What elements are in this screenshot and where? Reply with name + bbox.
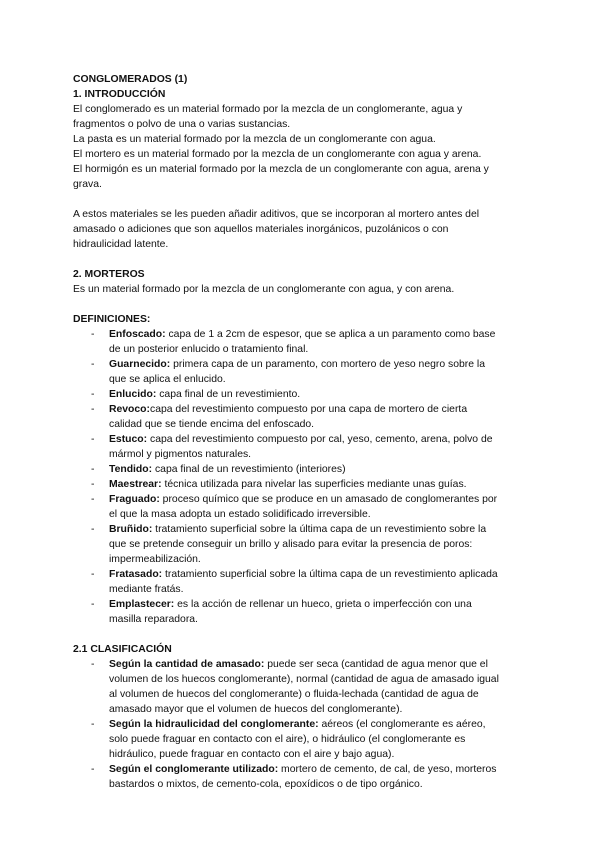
text-line: fragmentos o polvo de una o varias sustancias. (73, 119, 291, 130)
list-item: - Fraguado: proceso químico que se produce en un amasado de conglomerantes por el que la masa adopta un estado solidificado irreversible. (91, 494, 498, 520)
list-item: - Guarnecido: primera capa de un paramento, con mortero de yeso negro sobre la que se aplica el enlucido. (91, 359, 485, 385)
text-line: grava. (73, 179, 102, 190)
list-item: - Según la hidraulicidad del conglomerante: aéreos (el conglomerante es aéreo, solo puede fraguar en contacto con el aire), o hidráulico (el conglomerante es hidráulico, puede fraguar en contacto con el aire y bajo agua). (91, 719, 486, 760)
document-title: CONGLOMERADOS (1) (73, 74, 188, 85)
text-line: El hormigón es un material formado por la mezcla de un conglomerante con agua, arena y (73, 164, 489, 175)
morteros-text: Es un material formado por la mezcla de un conglomerante con agua, y con arena. (73, 284, 455, 295)
text-line: amasado o adiciones que son aquellos materiales inorgánicos, puzolánicos o con (73, 224, 449, 235)
text-line: El mortero es un material formado por la mezcla de un conglomerante con agua y arena. (73, 149, 482, 160)
definiciones-heading: DEFINICIONES: (73, 314, 151, 325)
definitions-list (73, 327, 528, 627)
list-item: - Maestrear: técnica utilizada para nivelar las superficies mediante unas guías. (91, 479, 467, 490)
intro-paragraph (73, 102, 528, 192)
list-item: - Enlucido: capa final de un revestimiento. (91, 389, 301, 400)
list-item: - Según el conglomerante utilizado: mortero de cemento, de cal, de yeso, morteros bastardos o mixtos, de cemento-cola, epoxídicos o de tipo orgánico. (91, 764, 497, 790)
text-line: A estos materiales se les pueden añadir aditivos, que se incorporan al mortero antes del (73, 209, 480, 220)
intro-heading: 1. INTRODUCCIÓN (73, 89, 166, 100)
document-content (73, 72, 528, 792)
additives-paragraph (73, 207, 528, 252)
classification-list (73, 657, 528, 792)
list-item: - Revoco:capa del revestimiento compuesto por una capa de mortero de cierta calidad que se tiende encima del enfoscado. (91, 404, 468, 430)
list-item: - Tendido: capa final de un revestimiento (interiores) (91, 464, 346, 475)
text-line: El conglomerado es un material formado por la mezcla de un conglomerante, agua y (73, 104, 463, 115)
list-item: - Estuco: capa del revestimiento compuesto por cal, yeso, cemento, arena, polvo de mármol y pigmentos naturales. (91, 434, 493, 460)
list-item: - Según la cantidad de amasado: puede ser seca (cantidad de agua menor que el volumen de los huecos conglomerante), normal (cantidad de agua de amasado igual al volumen de huecos del conglomerante) o fluida-lechada (cantidad de agua de amasado mayor que el volumen de huecos del conglomerante). (91, 659, 499, 715)
list-item: - Enfoscado: capa de 1 a 2cm de espesor, que se aplica a un paramento como base de un posterior enlucido o tratamiento final. (91, 329, 496, 355)
clasificacion-heading: 2.1 CLASIFICACIÓN (73, 644, 172, 655)
text-line: hidraulicidad latente. (73, 239, 169, 250)
morteros-heading: 2. MORTEROS (73, 269, 145, 280)
list-item: - Bruñido: tratamiento superficial sobre la última capa de un revestimiento sobre la que se pretende conseguir un brillo y alisado para evitar la presencia de poros: impermeabilización. (91, 524, 487, 565)
list-item: - Fratasado: tratamiento superficial sobre la última capa de un revestimiento aplicada mediante fratás. (91, 569, 498, 595)
text-line: La pasta es un material formado por la mezcla de un conglomerante con agua. (73, 134, 436, 145)
list-item: - Emplastecer: es la acción de rellenar un hueco, grieta o imperfección con una masilla reparadora. (91, 599, 472, 625)
